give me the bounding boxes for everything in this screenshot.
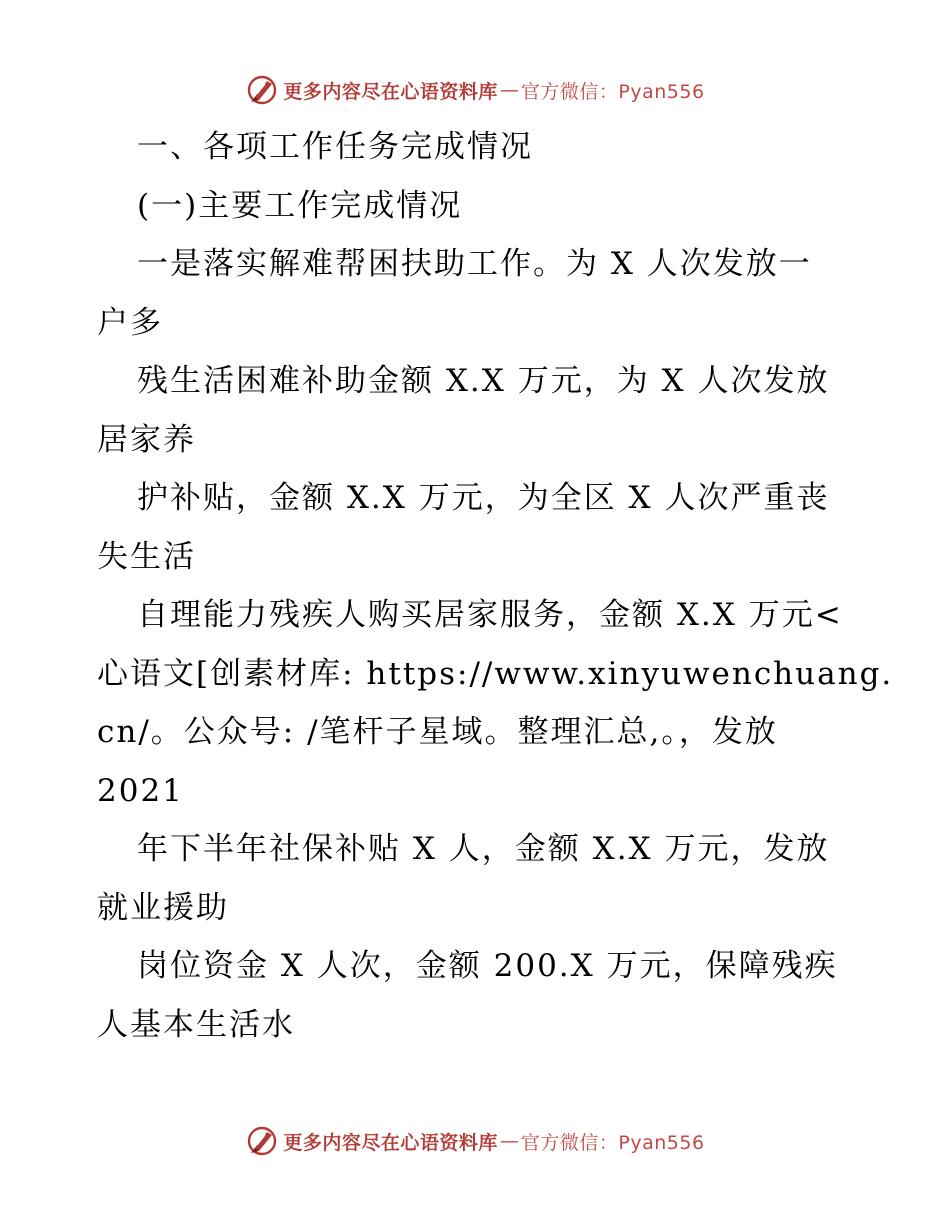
body-line: 2021 <box>97 772 184 809</box>
body-line: 自理能力残疾人购买居家服务，金额 X.X 万元< <box>137 597 843 633</box>
body-line: 户多 <box>97 304 163 341</box>
watermark-contact: 官方微信：Pyan556 <box>520 1131 705 1154</box>
section-heading: 一、各项工作任务完成情况 <box>137 129 533 165</box>
watermark-brand: 更多内容尽在心语资料库 <box>283 80 498 103</box>
quill-pen-logo-icon <box>245 1124 279 1158</box>
watermark-separator: — <box>499 79 519 101</box>
body-line: 就业援助 <box>97 889 229 926</box>
body-line: 一是落实解难帮困扶助工作。为 X 人次发放一 <box>137 246 812 282</box>
header-watermark <box>0 70 950 110</box>
body-line: 人基本生活水 <box>97 1006 295 1043</box>
watermark-separator: — <box>499 1130 519 1152</box>
body-line: cn/。公众号: /笔杆子星域。整理汇总,。，发放 <box>97 714 778 750</box>
body-line: 残生活困难补助金额 X.X 万元，为 X 人次发放 <box>137 363 830 399</box>
body-line: 居家养 <box>97 421 196 458</box>
body-line: 护补贴，金额 X.X 万元，为全区 X 人次严重丧 <box>137 480 830 516</box>
watermark-contact: 官方微信：Pyan556 <box>520 80 705 103</box>
subsection-heading: (一)主要工作完成情况 <box>137 187 463 224</box>
body-line: 心语文[创素材库: https://www.xinyuwenchuang. <box>97 655 894 692</box>
body-line: 岗位资金 X 人次，金额 200.X 万元，保障残疾 <box>137 948 838 984</box>
watermark-brand: 更多内容尽在心语资料库 <box>283 1131 498 1154</box>
document-body <box>97 118 894 1054</box>
quill-pen-logo-icon <box>245 73 279 107</box>
body-line: 年下半年社保补贴 X 人，金额 X.X 万元，发放 <box>137 831 830 867</box>
footer-watermark <box>0 1121 950 1161</box>
body-line: 失生活 <box>97 538 196 575</box>
